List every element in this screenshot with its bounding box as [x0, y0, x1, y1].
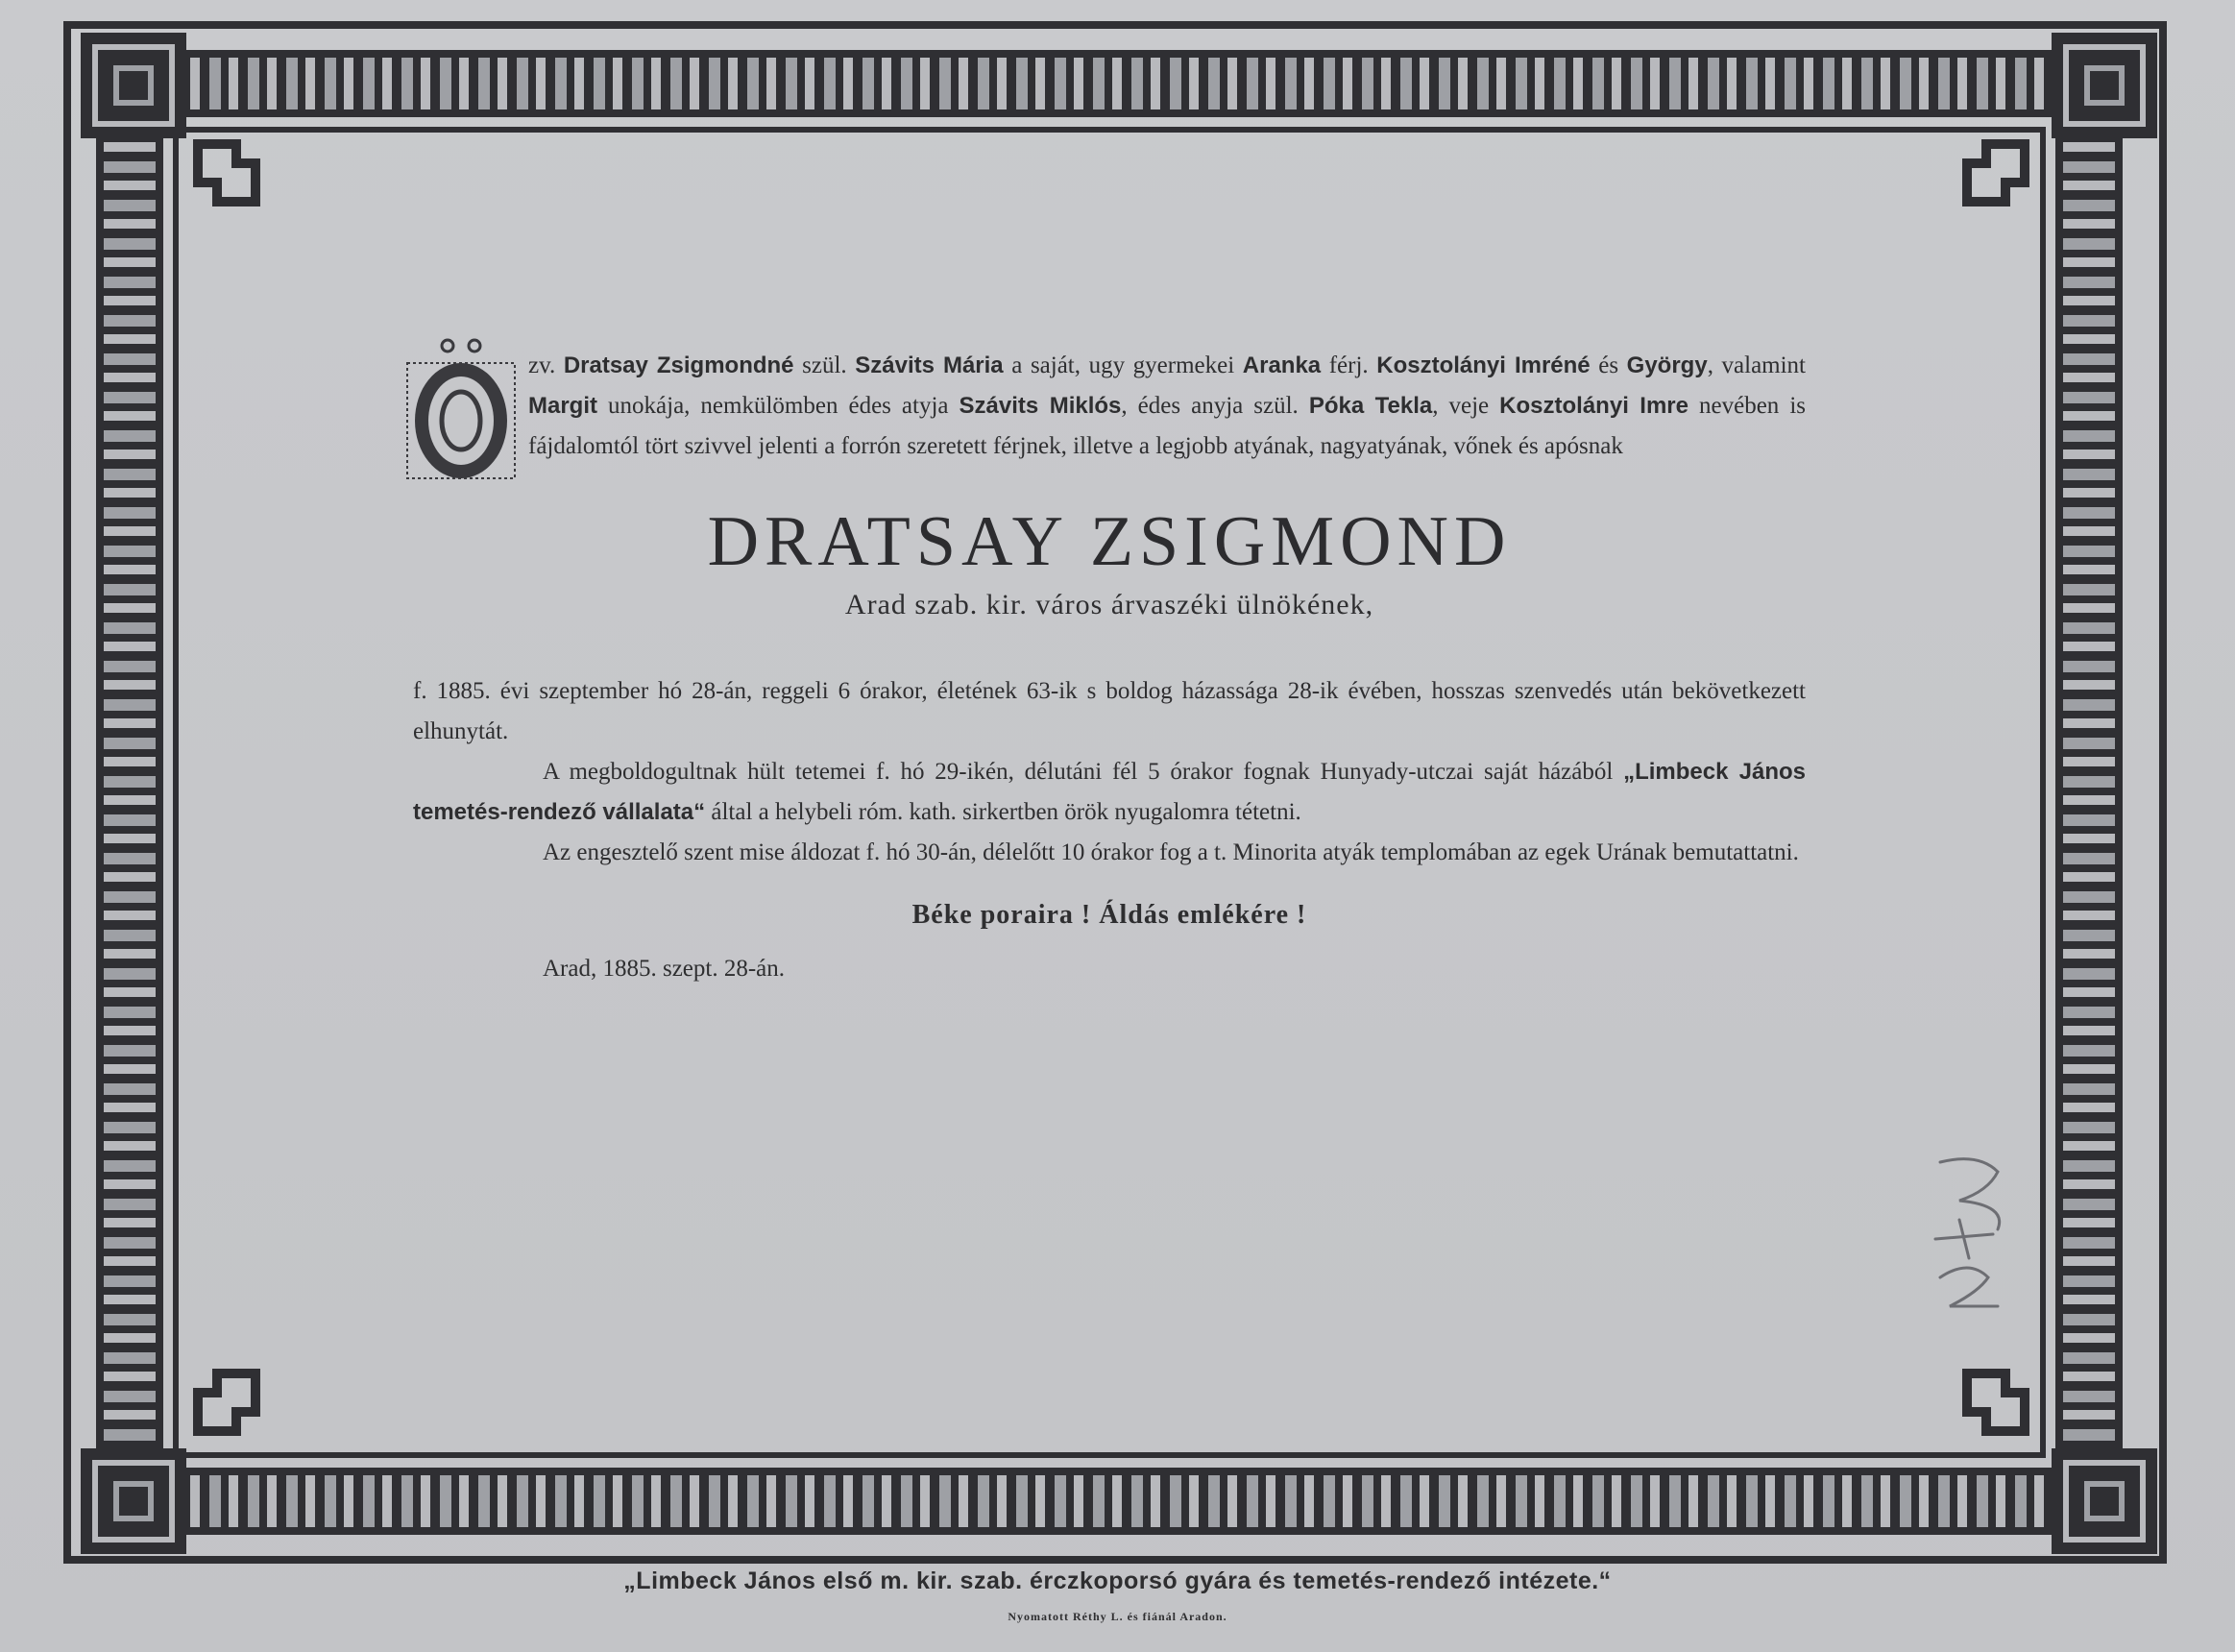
- widow-name: Dratsay Zsigmondné: [563, 352, 794, 378]
- peace-line: Béke poraira ! Áldás emlékére !: [911, 900, 1307, 930]
- father-name: Szávits Miklós: [959, 393, 1122, 419]
- funeral-text: A megboldogultnak hült tetemei f. hó 29-ikén, délutáni fél 5 órakor fognak Hunyady-utczai saját házából: [543, 759, 1624, 785]
- deceased-title: Arad szab. kir. város árvaszéki ülnökének,: [844, 589, 1374, 620]
- rule-right: [2159, 21, 2167, 1564]
- corner-ornament-bottom-right: [2052, 1448, 2157, 1554]
- intro-text: , veje: [1432, 393, 1500, 419]
- notice-body: [413, 346, 1806, 983]
- intro-text: , édes anyja szül.: [1121, 393, 1309, 419]
- knot-ornament-bottom-right: [1957, 1364, 2034, 1441]
- mother-name: Póka Tekla: [1308, 393, 1433, 419]
- rule-inner-bottom: [173, 1452, 2046, 1458]
- grandchild-name: Margit: [528, 393, 597, 419]
- border-bottom: [115, 1468, 2123, 1535]
- child-name: Aranka: [1242, 352, 1322, 378]
- intro-text: unokája, nemkülömben édes atyja: [597, 393, 960, 419]
- funeral-text: által a helybeli róm. kath. sirkertben örök nyugalomra tétetni.: [705, 799, 1301, 825]
- knot-ornament-bottom-left: [188, 1364, 265, 1441]
- intro-text: és: [1590, 352, 1627, 378]
- corner-ornament-top-left: [81, 33, 186, 138]
- intro-paragraph: [413, 346, 1806, 467]
- border-left: [96, 67, 163, 1518]
- corner-ornament-top-right: [2052, 33, 2157, 138]
- rule-inner-left: [173, 127, 179, 1458]
- mass-paragraph: Az engesztelő szent mise áldozat f. hó 30-án, délelőtt 10 órakor fog a t. Minorita atyák templomában az egek Urának bemutattatni.: [543, 839, 1799, 865]
- rule-top: [63, 21, 2167, 29]
- intro-text: zv.: [528, 352, 564, 378]
- child-name: György: [1626, 352, 1708, 378]
- knot-ornament-top-right: [1957, 134, 2034, 211]
- border-top: [115, 50, 2123, 117]
- intro-text: nevében is fájdalomtól tört szivvel jelenti a forrón szeretett férjnek, illetve a legjobb atyának, nagyatyának, vőnek és apósnak: [528, 393, 1807, 459]
- widow-maiden-name: Szávits Mária: [855, 352, 1004, 378]
- intro-text: szül.: [793, 352, 856, 378]
- footer-printer: Nyomatott Réthy L. és fiánál Aradon.: [1008, 1610, 1227, 1623]
- deceased-name: DRATSAY ZSIGMOND: [707, 502, 1512, 581]
- border-right: [2055, 67, 2123, 1518]
- intro-text: férj.: [1321, 352, 1377, 378]
- handwritten-note: [1921, 1143, 2027, 1325]
- rule-inner-top: [173, 127, 2046, 133]
- rule-left: [63, 21, 71, 1564]
- intro-text: , valamint: [1707, 352, 1806, 378]
- funeral-company: „Limbeck János temetés-rendező vállalata“: [413, 759, 1806, 825]
- child-married-name: Kosztolányi Imréné: [1376, 352, 1591, 378]
- ornamental-initial: [403, 334, 519, 488]
- footer-company: „Limbeck János első m. kir. szab. érczkoporsó gyára és temetés-rendező intézete.“: [623, 1567, 1612, 1594]
- intro-text: a saját, ugy gyermekei: [1003, 352, 1243, 378]
- corner-ornament-bottom-left: [81, 1448, 186, 1554]
- death-paragraph: f. 1885. évi szeptember hó 28-án, reggeli 6 órakor, életének 63-ik s boldog házassága 28-ik évében, hosszas szenvedés után bekövetkezett elhunytát.: [413, 678, 1806, 744]
- dateline: Arad, 1885. szept. 28-án.: [543, 956, 786, 982]
- funeral-paragraph: [413, 752, 1806, 833]
- son-in-law-name: Kosztolányi Imre: [1499, 393, 1688, 419]
- rule-bottom: [63, 1556, 2167, 1564]
- rule-inner-right: [2040, 127, 2046, 1458]
- knot-ornament-top-left: [188, 134, 265, 211]
